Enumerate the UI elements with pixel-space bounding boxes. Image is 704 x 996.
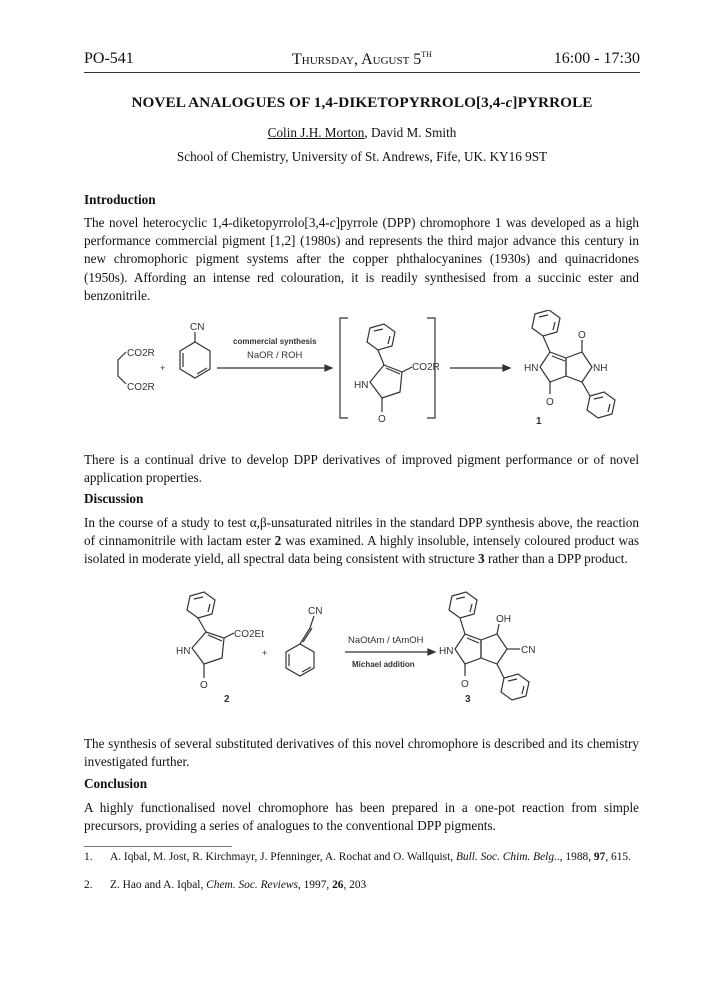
- arrow-label-bottom: NaOR / ROH: [247, 350, 303, 361]
- reference-item: [84, 850, 640, 880]
- reference-authors: A. Iqbal, M. Jost, R. Kirchmayr, J. Pfenninger, A. Rochat and O. Wallquist,: [110, 851, 456, 863]
- ester-group-label: CO2R: [412, 362, 440, 373]
- carbonyl-o-label: O: [461, 679, 469, 690]
- carbonyl-o-label: O: [546, 397, 554, 408]
- nh-label: HN: [524, 363, 539, 374]
- co-authors: , David M. Smith: [364, 125, 457, 140]
- affiliation: School of Chemistry, University of St. Andrews, Fife, UK. KY16 9ST: [176, 149, 548, 164]
- ester-group-label: CO2R: [127, 382, 155, 393]
- conclusion-paragraph: A highly functionalised novel chromophore has been prepared in a one-pot reaction from simple precursors, providing a series of analogues to the conventional DPP pigments.: [84, 800, 639, 834]
- title-part: ]PYRROLE: [512, 94, 593, 111]
- nitrile-label: CN: [308, 606, 323, 617]
- benzonitrile-structure: [180, 322, 210, 378]
- dpp-product-structure: [524, 310, 615, 427]
- intermediate-structure: [354, 324, 440, 425]
- introduction-paragraph-2: There is a continual drive to develop DPP derivatives of improved pigment performance or of novel application properties.: [84, 452, 639, 486]
- reference-item: [84, 878, 640, 894]
- paper-title: [84, 94, 640, 112]
- nh-label: NH: [593, 363, 608, 374]
- reference-volume: 97: [593, 851, 606, 863]
- reaction-arrow: [217, 337, 332, 371]
- compound-ref: 2: [274, 533, 282, 549]
- scheme-2-michael-addition: [160, 588, 580, 718]
- reference-text: [110, 878, 640, 892]
- nh-label: HN: [176, 646, 191, 657]
- hydroxyl-label: OH: [496, 614, 511, 625]
- reference-volume: 26: [332, 879, 344, 891]
- compound-number: 1: [536, 416, 542, 427]
- presenting-author: Colin J.H. Morton: [267, 125, 365, 140]
- cinnamonitrile-structure: [286, 606, 322, 676]
- ester-group-label: CO2Et: [234, 629, 265, 640]
- arrow-label-bottom: Michael addition: [352, 660, 415, 669]
- poster-code: PO-541: [84, 50, 134, 67]
- nh-label: HN: [439, 646, 454, 657]
- heading-introduction: Introduction: [84, 192, 156, 207]
- discussion-paragraph: [84, 514, 639, 569]
- author-list: [84, 125, 640, 141]
- reference-year: ., 1988,: [556, 851, 594, 863]
- footnote-divider: [84, 846, 232, 847]
- nh-label: HN: [354, 380, 369, 391]
- reference-journal: Bull. Soc. Chim. Belg.: [455, 851, 557, 863]
- reaction-arrow: [345, 635, 435, 669]
- heading-conclusion: Conclusion: [84, 776, 148, 791]
- compound-number: 2: [224, 694, 230, 705]
- plus-sign: +: [160, 363, 166, 373]
- title-italic: c: [505, 94, 513, 111]
- nitrile-label: CN: [190, 322, 205, 333]
- lactam-ester-structure: [176, 592, 264, 705]
- reference-journal: Chem. Soc. Reviews: [206, 879, 298, 891]
- ester-group-label: CO2R: [127, 348, 155, 359]
- nitrile-label: CN: [521, 645, 536, 656]
- text-run: ]pyrrole (DPP) chromophore 1 was developed as a high performance commercial pigment [1,2] (1980s) and represents the third major advance this century in new chromophoric pigment systems after the copper phthalocyanines (1930s) and quinacridones (1950s). Affording an intense red colouration, it is readily synthesised from a succinic ester and benzonitrile.: [84, 215, 639, 303]
- text-run: rather than a DPP product.: [484, 551, 628, 567]
- compound-number: 3: [465, 694, 471, 705]
- text-run: was examined. A highly insoluble, intensely coloured product was isolated in moderate yield, all spectral data being consistent with structure: [84, 533, 640, 567]
- reference-pages: , 615.: [605, 851, 631, 863]
- reference-year: , 1997,: [297, 879, 333, 891]
- session-day: Thursday, August 5: [292, 51, 422, 68]
- scheme-1-dpp-synthesis: [100, 310, 640, 440]
- heading-discussion: Discussion: [84, 491, 144, 506]
- session-time: 16:00 - 17:30: [553, 50, 640, 67]
- discussion-paragraph-2: The synthesis of several substituted derivatives of this novel chromophore is described and its chemistry investigated further.: [84, 736, 639, 770]
- title-part: NOVEL ANALOGUES OF 1,4-DIKETOPYRROLO[3,4-: [131, 94, 506, 111]
- succinic-ester-structure: [118, 348, 155, 393]
- reference-text: [110, 850, 640, 864]
- compound-ref: 3: [478, 551, 485, 567]
- text-italic: c: [329, 215, 336, 230]
- introduction-paragraph: [84, 214, 639, 305]
- reference-number: 1.: [84, 851, 93, 863]
- text-run: The novel heterocyclic 1,4-diketopyrrolo[3,4-: [84, 215, 330, 230]
- day-superscript: TH: [421, 50, 432, 59]
- reference-authors: Z. Hao and A. Iqbal,: [110, 879, 207, 891]
- carbonyl-o-label: O: [200, 680, 208, 691]
- arrow-label-top: commercial synthesis: [233, 337, 317, 346]
- plus-sign: +: [262, 648, 268, 658]
- page-header: [84, 50, 640, 73]
- carbonyl-o-label: O: [578, 330, 586, 341]
- reference-number: 2.: [84, 879, 93, 891]
- reference-pages: , 203: [343, 879, 367, 891]
- text-run: In the course of a study to test α,β-unsaturated nitriles in the standard DPP synthesis above, the reaction of cinnamonitrile with lactam ester: [84, 515, 639, 549]
- product-3-structure: [439, 592, 535, 705]
- arrow-label-top: NaOtAm / tAmOH: [348, 635, 424, 646]
- carbonyl-o-label: O: [378, 414, 386, 425]
- reaction-arrow: [450, 365, 510, 371]
